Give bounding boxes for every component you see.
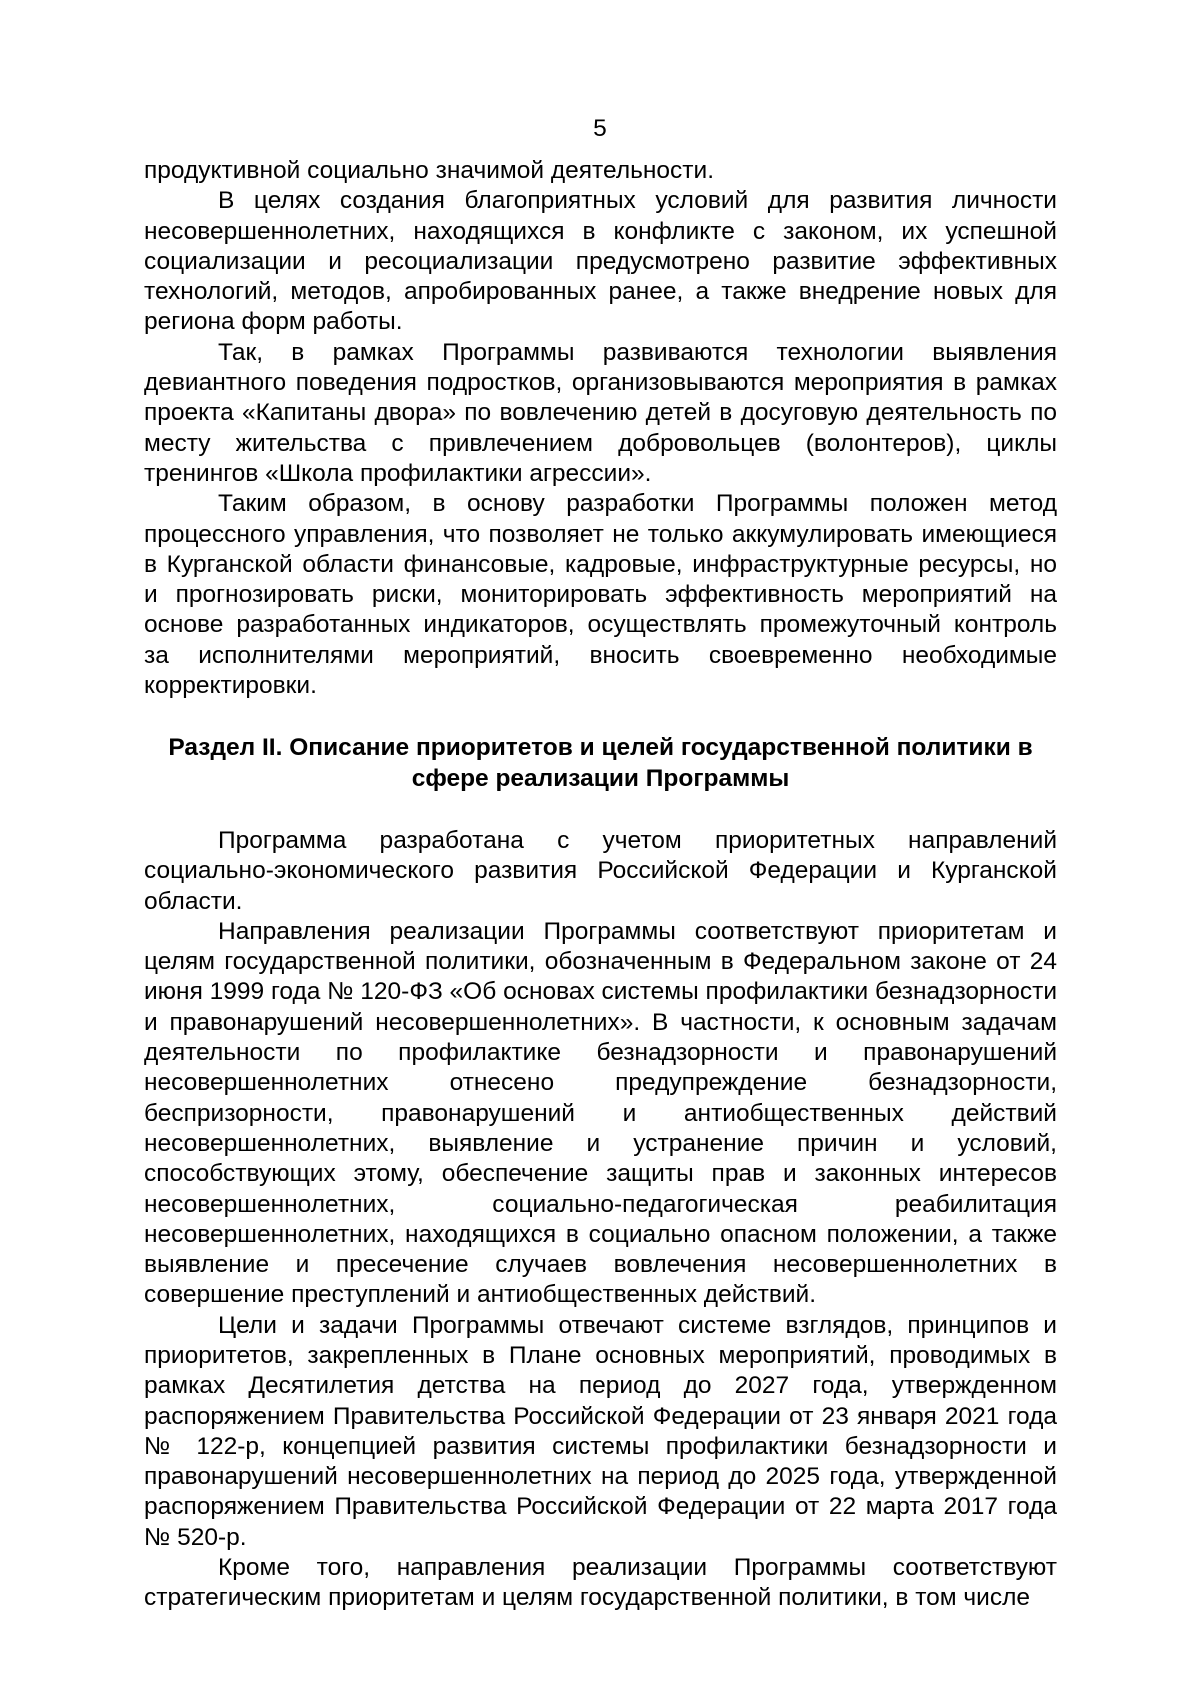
intro-paragraph-continuation: продуктивной социально значимой деятельности. [144,157,714,184]
intro-paragraph: Так, в рамках Программы развиваются технологии выявления девиантного поведения подростков, организовываются мероприятия в рамках проекта «Капитаны двора» по вовлечению детей в досуговую деятельность по месту жительства с привлечением добровольцев (волонтеров), циклы тренингов «Школа профилактики агрессии». [144,338,1057,487]
intro-paragraph: Таким образом, в основу разработки Программы положен метод процессного управления, что позволяет не только аккумулировать имеющиеся в Курганской области финансовые, кадровые, инфраструктурные ресурсы, но и прогнозировать риски, мониторировать эффективность мероприятий на основе разработанных индикаторов, осуществлять промежуточный контроль за исполнителями мероприятий, вносить своевременно необходимые корректировки. [144,490,1057,700]
section-heading-line: сфере реализации Программы [411,764,790,792]
section-paragraph: Цели и задачи Программы отвечают системе взглядов, принципов и приоритетов, закрепленных в Плане основных мероприятий, проводимых в рамках Десятилетия детства на период до 2027 года, утвержденном распоряжением Правительства Российской Федерации от 23 января 2021 года № 122-р, концепцией развития системы профилактики безнадзорности и правонарушений несовершеннолетних на период до 2025 года, утвержденной распоряжением Правительства Российской Федерации от 22 марта 2017 года № 520-р. [144,1311,1057,1551]
section-paragraph: Направления реализации Программы соответствуют приоритетам и целям государственной политики, обозначенным в Федеральном законе от 24 июня 1999 года № 120-ФЗ «Об основах системы профилактики безнадзорности и правонарушений несовершеннолетних». В частности, к основным задачам деятельности по профилактике безнадзорности и правонарушений несовершеннолетних отнесено предупреждение безнадзорности, беспризорности, правонарушений и антиобщественных действий несовершеннолетних, выявление и устранение причин и условий, способствующих этому, обеспечение защиты прав и законных интересов несовершеннолетних, социально-педагогическая реабилитация несовершеннолетних, находящихся в социально опасном положении, а также выявление и пресечение случаев вовлечения несовершеннолетних в совершение преступлений и антиобщественных действий. [144,917,1057,1309]
section-paragraph: Программа разработана с учетом приоритетных направлений социально-экономического развития Российской Федерации и Курганской области. [144,826,1057,915]
page-content [144,156,1057,1614]
section-heading [144,733,1057,794]
page-number: 5 [593,115,607,142]
section-heading-line: Раздел II. Описание приоритетов и целей государственной политики в [168,734,1033,762]
section-paragraph: Кроме того, направления реализации Программы соответствуют стратегическим приоритетам и целям государственной политики, в том числе [144,1554,1057,1612]
intro-paragraph: В целях создания благоприятных условий для развития личности несовершеннолетних, находящихся в конфликте с законом, их успешной социализации и ресоциализации предусмотрено развитие эффективных технологий, методов, апробированных ранее, а также внедрение новых для региона форм работы. [144,187,1057,336]
